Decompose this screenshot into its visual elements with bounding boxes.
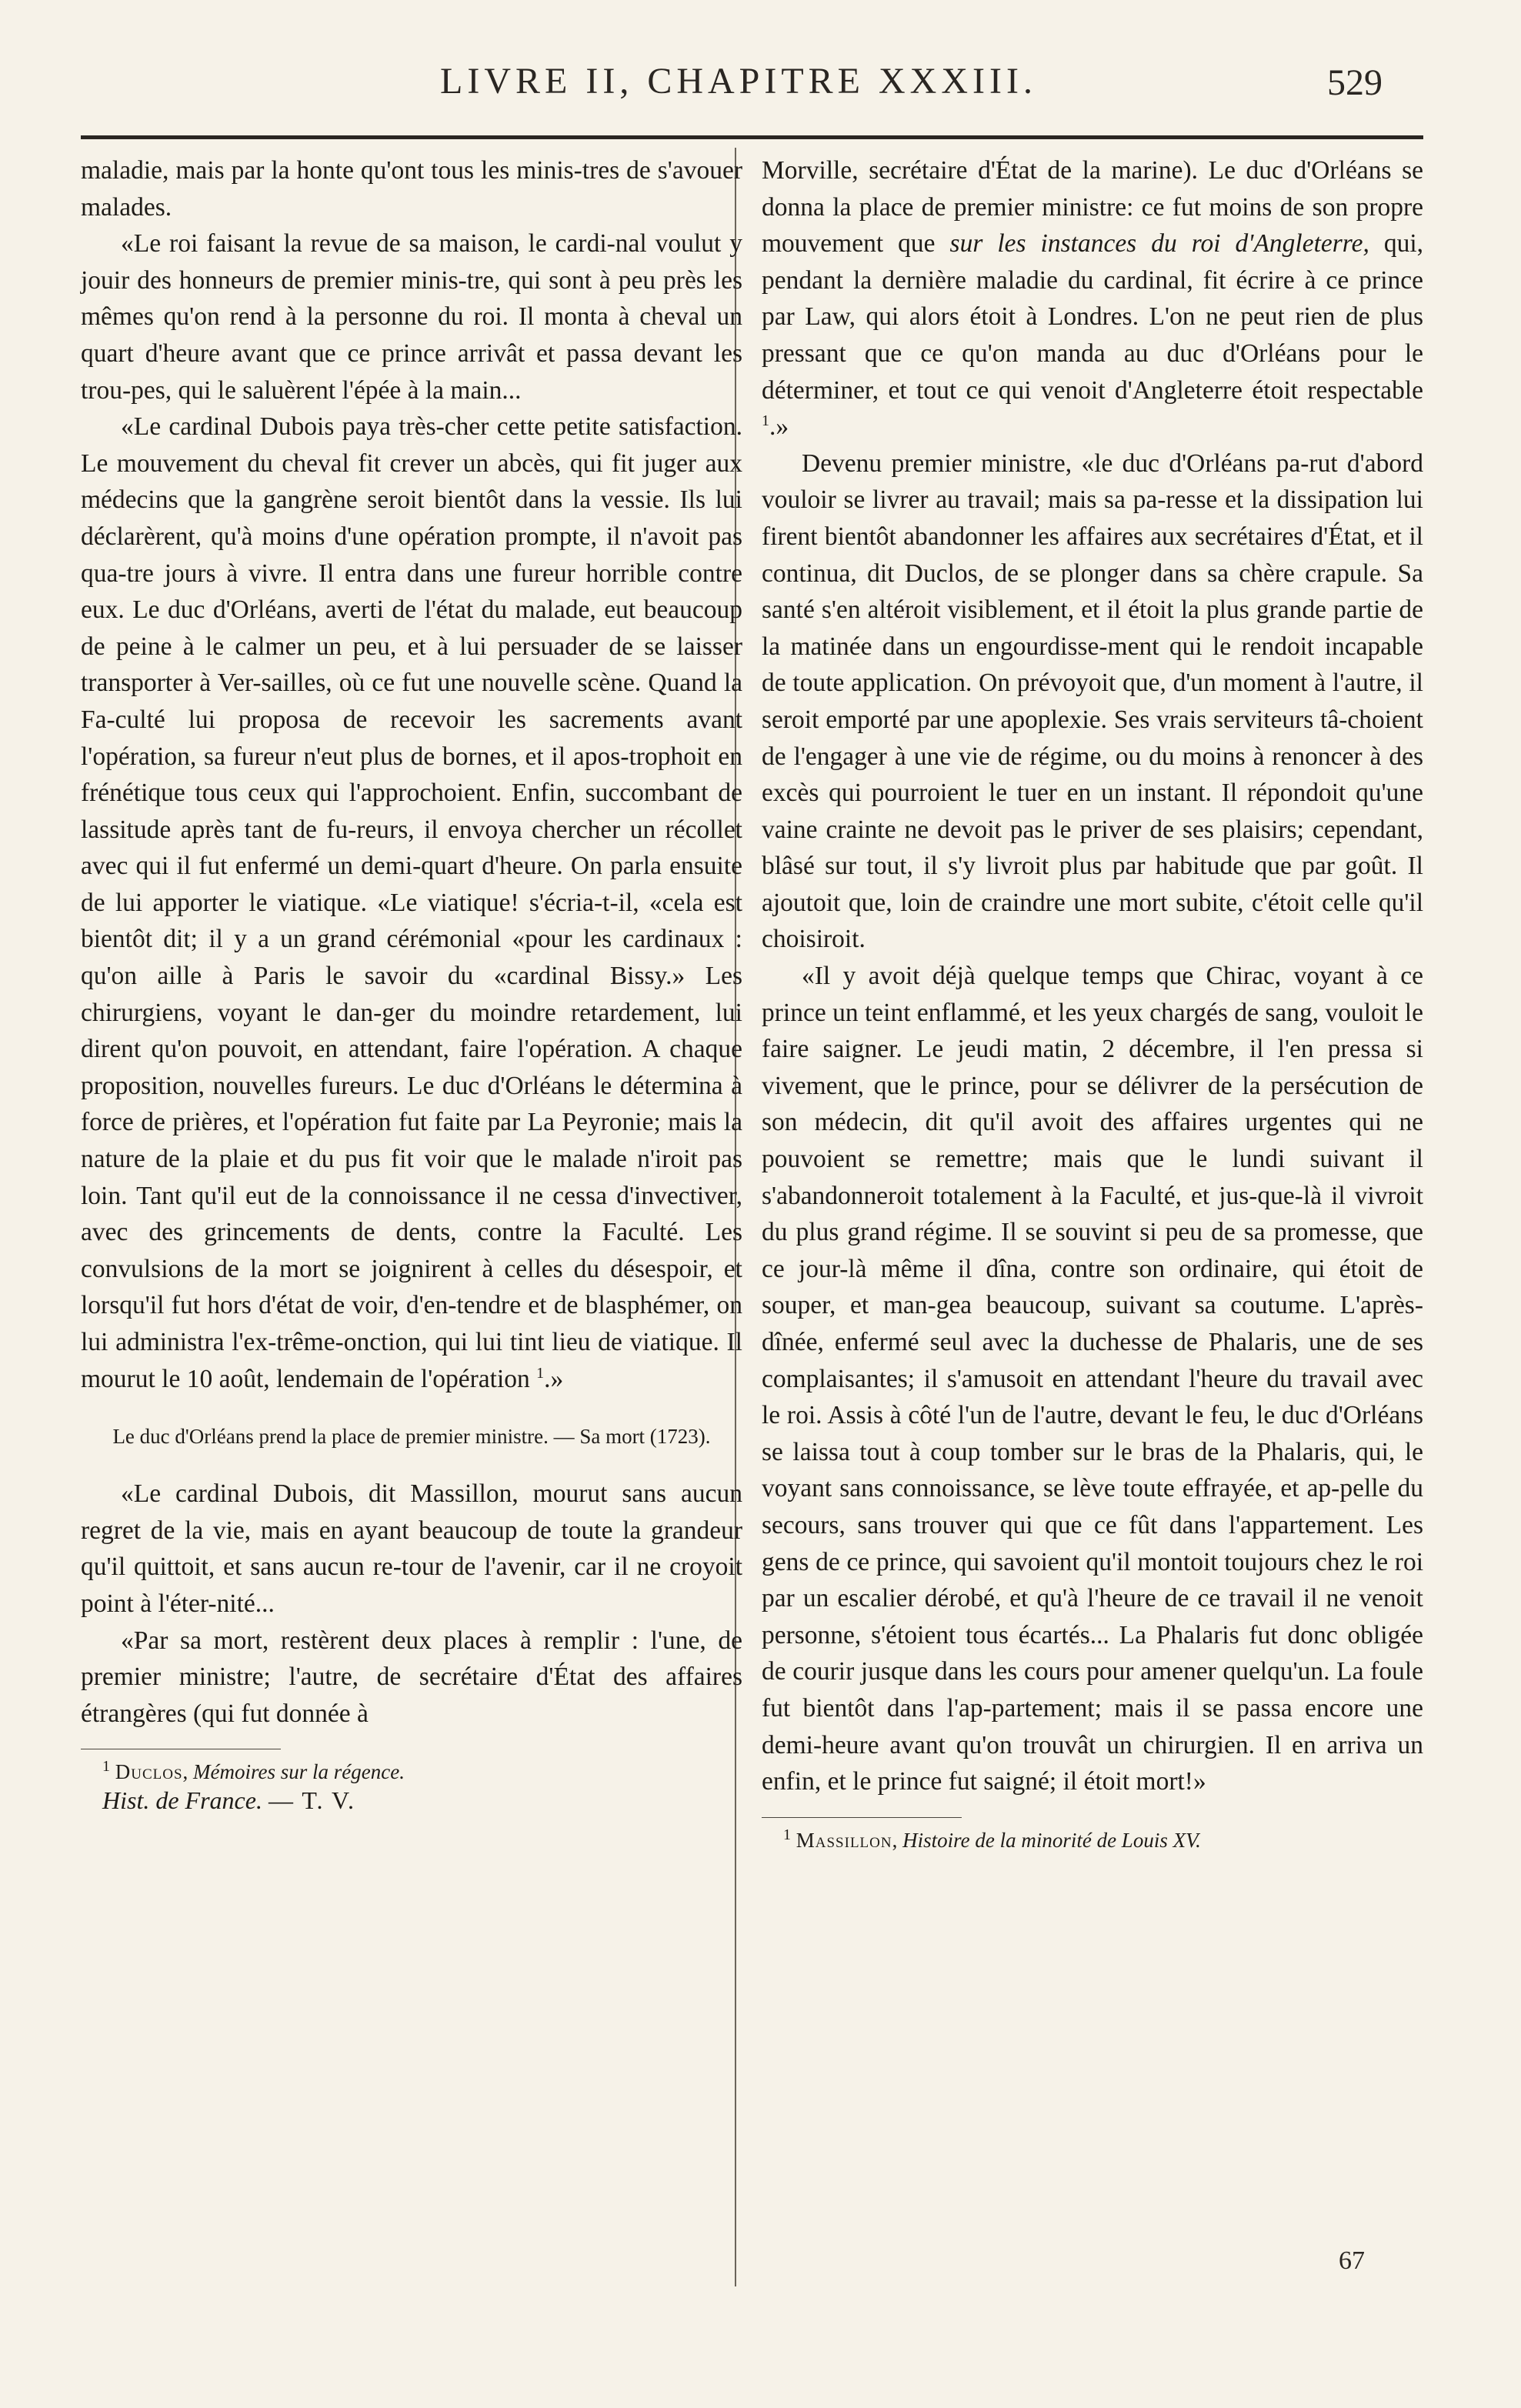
right-column (762, 152, 1423, 1853)
paragraph: «Le roi faisant la revue de sa maison, le cardi-nal voulut y jouir des honneurs de premier minis-tre, qui sont à peu près les mêmes qu'on rend à la personne du roi. Il monta à cheval un quart d'heure avant que ce prince arrivât et passa devant les trou-pes, qui le saluèrent l'épée à la main... (81, 229, 742, 405)
footnote-author: Massillon (796, 1828, 892, 1852)
left-column (81, 152, 742, 1816)
paragraph-text: qui, pendant la dernière maladie du cardinal, fit écrire à ce prince par Law, qui alors étoit à Londres. L'on ne peut rien de plus pressant que ce qu'on manda au duc d'Orléans pour le déterminer, et tout ce qui venoit d'Angleterre étoit respectable (762, 229, 1424, 405)
footnote-title: Mémoires sur la régence. (193, 1760, 405, 1784)
paragraph-text: Morville, secrétaire d'État de la marine). Le duc d'Orléans se donna la place de premier ministre: ce fut moins de son propre mouvement que (762, 156, 1423, 258)
footnote-ref: 1 (536, 1364, 545, 1382)
page-number: 529 (1327, 62, 1383, 103)
paragraph (762, 152, 1423, 445)
footnote-rule (762, 1817, 962, 1818)
footnote: $^1$ Massillon, Histoire de la minorité de Louis XV. (783, 1826, 1201, 1852)
running-head: LIVRE II, CHAPITRE XXXIII. (440, 61, 1037, 102)
paragraph (81, 409, 742, 1397)
page-header (0, 60, 1521, 122)
header-rule (81, 135, 1423, 139)
quote-end: .» (769, 412, 789, 442)
footnote-title: Histoire de la minorité de Louis XV. (902, 1828, 1201, 1852)
footnote: $^1$ Duclos, Mémoires sur la régence. (102, 1758, 405, 1784)
signature-volume: — T. V. (268, 1786, 355, 1815)
signature-line (81, 1785, 742, 1816)
paragraph: «Par sa mort, restèrent deux places à remplir : l'une, de premier ministre; l'autre, de secrétaire d'État des affaires étrangères (qui fut donnée à (81, 1626, 742, 1728)
footnote-ref: 1 (762, 412, 769, 429)
footnote-author: Duclos (115, 1760, 183, 1784)
footnote-number: 1 (102, 1758, 110, 1776)
paragraph: «Le cardinal Dubois, dit Massillon, mourut sans aucun regret de la vie, mais en ayant beaucoup de toute la grandeur qu'il quittoit, et sans aucun re-tour de l'avenir, car il ne croyoit point à l'éter-nité... (81, 1479, 742, 1618)
footnote-number: 1 (783, 1826, 791, 1843)
signature-title: Hist. de France. (102, 1786, 262, 1815)
section-heading: Le duc d'Orléans prend la place de premier ministre. — Sa mort (1723). (112, 1425, 711, 1449)
italic-phrase: sur les instances du roi d'Angleterre, (949, 229, 1369, 258)
paragraph: «Il y avoit déjà quelque temps que Chirac, voyant à ce prince un teint enflammé, et les yeux chargés de sang, vouloit le faire saigner. Le jeudi matin, 2 décembre, il l'en pressa si vivement, que le prince, pour se délivrer de la persécution de son médecin, dit qu'il avoit des affaires urgentes qui ne pouvoient se remettre; mais que le lundi suivant il s'abandonneroit totalement à la Faculté, et jus-que-là il vivroit du plus grand régime. Il se souvint si peu de sa promesse, que ce jour-là même il dîna, contre son ordinaire, qui étoit de souper, et man-gea beaucoup, suivant sa coutume. L'après-dînée, enfermé seul avec la duchesse de Phalaris, une de ses complaisantes; il s'amusoit en attendant l'heure du travail avec le roi. Assis à côté l'un de l'autre, devant le feu, le duc d'Orléans se laissa tout à coup tomber sur le bras de la Phalaris, qui, le voyant sans connoissance, se lève toute effrayée, et ap-pelle du secours, sans trouver qui que ce fût dans l'appartement. Les gens de ce prince, qui savoient qu'il montoit toujours chez le roi par un escalier dérobé, et qu'à l'heure de ce travail il ne venoit personne, s'étoient tous écartés... La Phalaris fut donc obligée de courir jusque dans les cours pour amener quelqu'un. La foule fut bientôt dans l'ap-partement; mais il se passa encore une demi-heure avant qu'on trouvât un chirurgien. Il en arriva un enfin, et le prince fut saigné; il étoit mort!» (762, 962, 1423, 1796)
paragraph-text: «Le cardinal Dubois paya très-cher cette petite satisfaction. Le mouvement du cheval fit crever un abcès, qui fit juger aux médecins que la gangrène seroit bientôt dans la vessie. Ils lui déclarèrent, qu'à moins d'une opération prompte, il n'avoit pas qua-tre jours à vivre. Il entra dans une fureur horrible contre eux. Le duc d'Orléans, averti de l'état du malade, eut beaucoup de peine à le calmer un peu, et à lui persuader de se laisser transporter à Ver-sailles, où ce fut une nouvelle scène. Quand la Fa-culté lui proposa de recevoir les sacrements avant l'opération, sa fureur n'eut plus de bornes, et il apos-trophoit en frénétique tous ceux qui l'approchoient. Enfin, succombant de lassitude après tant de fu-reurs, il envoya chercher un récollet avec qui il fut enfermé un demi-quart d'heure. On parla ensuite de lui apporter le viatique. «Le viatique! s'écria-t-il, «cela est bientôt dit; il y a un grand cérémonial «pour les cardinaux : qu'on aille à Paris le savoir du «cardinal Bissy.» Les chirurgiens, voyant le dan-ger du moindre retardement, lui dirent qu'on pouvoit, en attendant, faire l'opération. A chaque proposition, nouvelles fureurs. Le duc d'Orléans le détermina à force de prières, et l'opération fut faite par La Peyronie; mais la nature de la plaie et du pus fit voir que le malade n'iroit pas loin. Tant qu'il eut de la connoissance il ne cessa d'invectiver, avec des grincements de dents, contre la Faculté. Les convulsions de la mort se joignirent à celles du désespoir, et lorsqu'il fut hors d'état de voir, d'en-tendre et de blasphémer, on lui administra l'ex-trême-onction, qui lui tint lieu de viatique. Il mourut le 10 août, lendemain de l'opération (81, 412, 742, 1393)
quote-end: .» (544, 1364, 564, 1393)
paragraph: Devenu premier ministre, «le duc d'Orléans pa-rut d'abord vouloir se livrer au travail; mais sa pa-resse et la dissipation lui firent bientôt abandonner les affaires aux secrétaires d'État, et il continua, dit Duclos, de se plonger dans sa chère crapule. Sa santé s'en altéroit visiblement, et il étoit la plus grande partie de la matinée dans un engourdisse-ment qui le rendoit incapable de toute application. On prévoyoit que, d'un moment à l'autre, il seroit emporté par une apoplexie. Ses vrais serviteurs tâ-choient de l'engager à une vie de régime, ou du moins à renoncer à des excès qui pourroient le tuer en un instant. Il répondoit qu'une vaine crainte ne devoit pas le priver de ses plaisirs; cependant, blâsé sur tout, il s'y livroit plus par habitude que par goût. Il ajoutoit que, loin de craindre une mort subite, c'étoit celle qu'il choisiroit. (762, 449, 1423, 954)
paragraph: maladie, mais par la honte qu'ont tous les minis-tres de s'avouer malades. (81, 156, 742, 222)
sheet-number: 67 (1339, 2246, 1365, 2275)
